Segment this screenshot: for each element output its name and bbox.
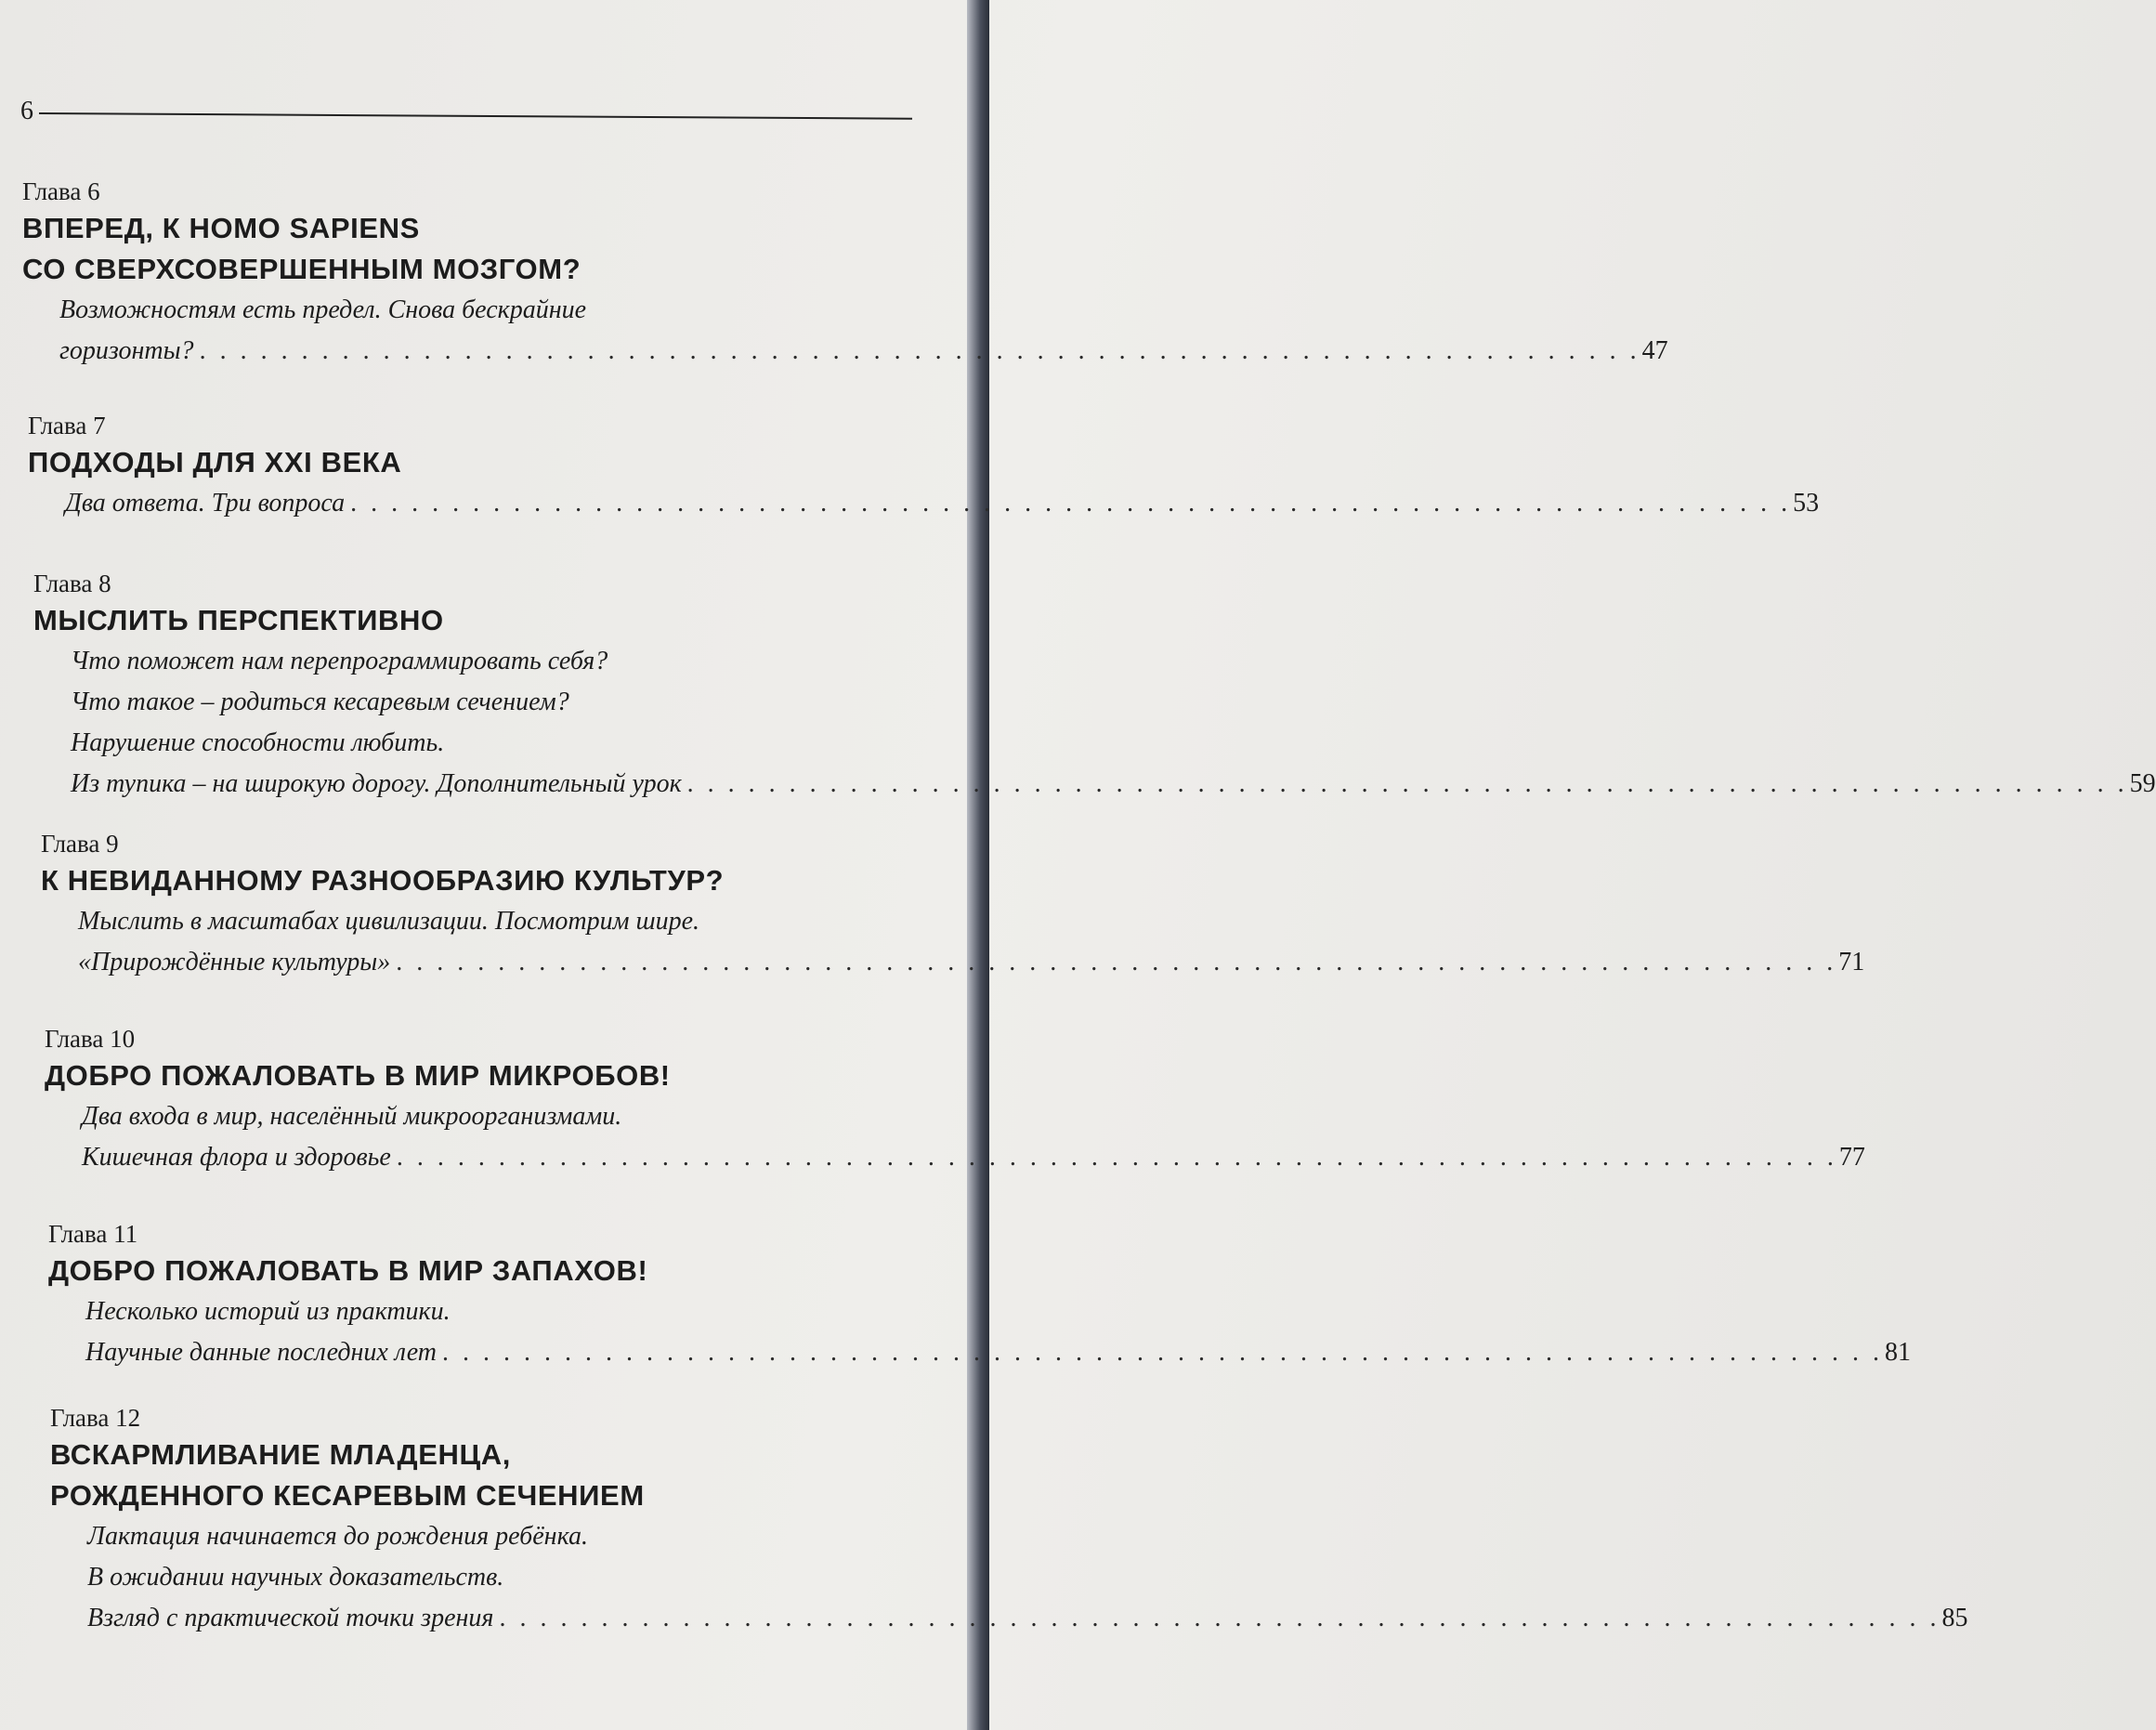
entry-text: Два входа в мир, населённый микроорганизмами. [82,1102,622,1131]
chapter-8 [33,567,2156,805]
toc-entry[interactable] [22,331,1668,372]
page-number: 6 [20,97,33,125]
chapter-12 [50,1401,1968,1639]
chapter-title-line: ДОБРО ПОЖАЛОВАТЬ В МИР МИКРОБОВ! [45,1059,671,1092]
dot-leader: . . . . . . . . . . . . . . . . . . . . . . . . . . . . . . . . . . . . . . . . . . . . . . . . . . . . . . . . . . . . . . . . . . . . . . . [350,489,1792,518]
entry-page-number: 77 [1838,1143,1865,1172]
entry-text: Кишечная флора и здоровье [82,1143,391,1172]
chapter-title-line: ДОБРО ПОЖАЛОВАТЬ В МИР ЗАПАХОВ! [48,1254,648,1287]
entry-text: Из тупика – на широкую дорогу. Дополнительный урок [71,769,682,798]
entry-page-number: 71 [1838,948,1865,976]
entry-text: Мыслить в масштабах цивилизации. Посмотрим шире. [78,907,700,936]
chapter-title-line: ВПЕРЕД, К HOMO SAPIENS [22,212,420,244]
chapter-label: Глава 8 [33,570,111,597]
entry-text: Нарушение способности любить. [71,728,445,757]
toc-entry[interactable] [33,641,907,682]
chapter-title-line: РОЖДЕННОГО КЕСАРЕВЫМ СЕЧЕНИЕМ [50,1479,645,1512]
toc-entry[interactable] [33,723,907,764]
chapter-6 [22,175,1668,372]
dot-leader: . . . . . . . . . . . . . . . . . . . . . . . . . . . . . . . . . . . . . . . . . . . . . . . . . . . . . . . . . . . . . . . . . . . . . . . [396,1143,1837,1172]
chapter-label: Глава 7 [28,412,106,439]
dot-leader: . . . . . . . . . . . . . . . . . . . . . . . . . . . . . . . . . . . . . . . . . . . . . . . . . . . . . . . . . . . . . . . . . . . . . . . [686,769,2128,798]
dot-leader: . . . . . . . . . . . . . . . . . . . . . . . . . . . . . . . . . . . . . . . . . . . . . . . . . . . . . . . . . . . . . . . . . . . . . . . [442,1338,1883,1367]
entry-text: «Прирождённые культуры» [78,948,391,976]
chapter-9 [41,827,1865,983]
chapter-11 [48,1217,1911,1373]
chapter-7 [28,409,1820,524]
chapter-title-line: ВСКАРМЛИВАНИЕ МЛАДЕНЦА, [50,1438,511,1471]
entry-text: Что поможет нам перепрограммировать себя? [71,647,608,675]
entry-text: Научные данные последних лет [85,1338,437,1367]
entry-text: Что такое – родиться кесаревым сечением? [71,688,569,716]
chapter-10 [45,1022,1865,1178]
chapter-label: Глава 9 [41,830,119,858]
chapter-label: Глава 11 [48,1220,138,1248]
chapter-title-line: ПОДХОДЫ ДЛЯ XXI ВЕКА [28,446,402,478]
toc-entry[interactable] [48,1291,921,1332]
entry-text: Взгляд с практической точки зрения [87,1604,494,1632]
dot-leader: . . . . . . . . . . . . . . . . . . . . . . . . . . . . . . . . . . . . . . . . . . . . . . . . . . . . . . . . . . . . . . . . . . . . . . . [199,336,1640,365]
toc-entry[interactable] [48,1332,1911,1373]
toc-entry[interactable] [45,1096,918,1137]
entry-text: Несколько историй из практики. [85,1297,451,1326]
chapter-title-line: СО СВЕРХСОВЕРШЕННЫМ МОЗГОМ? [22,253,581,285]
entry-page-number: 85 [1941,1604,1968,1632]
chapter-label: Глава 12 [50,1404,141,1432]
entry-page-number: 81 [1885,1338,1911,1367]
chapter-title-line: МЫСЛИТЬ ПЕРСПЕКТИВНО [33,604,444,636]
entry-page-number: 47 [1641,336,1668,365]
toc-entry[interactable] [33,682,907,723]
entry-text: Возможностям есть предел. Снова бескрайние [59,295,587,324]
chapter-title-line: К НЕВИДАННОМУ РАЗНООБРАЗИЮ КУЛЬТУР? [41,864,725,897]
entry-text: горизонты? [59,336,194,365]
entry-text: Лактация начинается до рождения ребёнка. [87,1522,588,1551]
toc-entry[interactable] [45,1137,1865,1178]
dot-leader: . . . . . . . . . . . . . . . . . . . . . . . . . . . . . . . . . . . . . . . . . . . . . . . . . . . . . . . . . . . . . . . . . . . . . . . [396,948,1837,976]
toc-entry[interactable] [22,290,895,331]
toc-entry[interactable] [28,483,1820,524]
toc-entry[interactable] [33,764,2156,805]
chapter-label: Глава 10 [45,1025,136,1053]
chapter-label: Глава 6 [22,177,100,205]
toc-entry[interactable] [50,1598,1968,1639]
entry-text: Два ответа. Три вопроса [65,489,346,518]
toc-entry[interactable] [41,901,914,942]
toc-entry[interactable] [41,942,1865,983]
toc-entry[interactable] [50,1557,923,1598]
entry-text: В ожидании научных доказательств. [87,1563,504,1592]
toc-entry[interactable] [50,1516,923,1557]
dot-leader: . . . . . . . . . . . . . . . . . . . . . . . . . . . . . . . . . . . . . . . . . . . . . . . . . . . . . . . . . . . . . . . . . . . . . . . [499,1604,1940,1632]
entry-page-number: 59 [2129,769,2156,798]
entry-page-number: 53 [1793,489,1820,518]
